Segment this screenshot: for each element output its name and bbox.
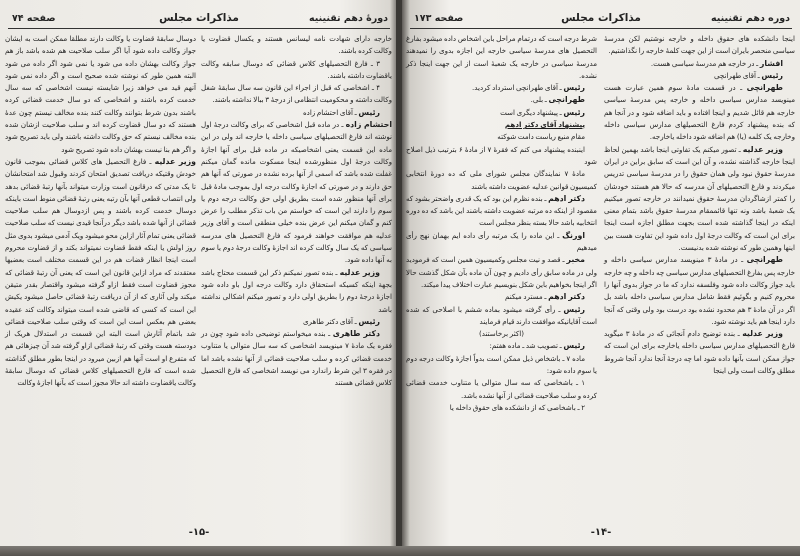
speaker-paragraph: وزیر عدلیه ـ بنده تصور نمیکنم ذکر این قسمت محتاج باشد بجهة اینکه کسیکه استحقاق دارد وکالت درجه اول باو داده شود اجازهٔ درجهٔ دوم را بطریق اولی دارد و تصور میکنم اشکالی نداشته باشد: [201, 267, 392, 314]
speaker-paragraph: دکتر طاهری ـ بنده میخواستم توضیحی داده شود چون در فقره یک مادهٔ ۷ مینویسد اشخاصی که سه سال متوالی یا متناوب خدمت قضائی کرده و سلب صلاحیت قضائی از آنها نشده باشد اما در فقره ۳ این شرط راندارد می نویسد اشخاصی که فارغ التحصیل کلاس قضائی هستند: [201, 329, 392, 388]
paragraph-text: در ماده قبل اشخاصی که برای وکالت درجهٔ اول نوشته اند فارغ التحصیلهای سیاسی داخله یا خارجه اند ولی در این ماده این قسمت یعنی اشخاصیکه در ماده قبل برای آنها اجازهٔ وکالت درجهٔ اول منظورشده اینجا مسکوت مانده گمان میکنم غفلت شده باشد که اسمی از آنها برده نشده در صورتی که آنها هم حق دارند و در صورتی که اجازهٔ وکالت درجه اول بموجب مادهٔ قبل برای آنها منظور شده است بطریق اولی حق وکالت درجه دوم یا سوم را دارند این است که خواستم من باب تذکر مطلب را عرض کنم و گمان میکنم این عرض بنده خیلی منطقی است و آقای وزیر عدلیه هم موافقت خواهند فرمود که فارغ التحصیل های مدرسه سیاسی که یک سال وکالت کرده اند اجازهٔ وکالت درجهٔ دوم یا سوم به آنها داده شود.: [201, 120, 392, 265]
page-number: -۱۵-: [188, 527, 210, 538]
text-column: [5, 33, 196, 390]
running-title: مذاکرات مجلس: [159, 12, 239, 24]
paragraph: [406, 353, 597, 378]
speaker-paragraph: طهرانچی ـ در قسمت مادهٔ سوم همین عبارت هست مینویسد مدارس سیاسی داخله و خارجه پس مدرسهٔ سیاسی خارجه هم قائل شدیم و اینجا افتاده و باید اضافه شود و در آنجا هم که بنده پیشنهاد کردم فارغ التحصیلهای مدارس سیاسی داخله وخارجه یک کلمه (یا) هم اضافه شود داخله یاخارجه.: [604, 83, 795, 142]
paragraph: [5, 33, 196, 156]
paragraph: [406, 33, 597, 82]
paragraph-text: مقام منیع ریاست دامت شوکته: [497, 132, 585, 142]
paragraph: [406, 168, 597, 193]
paragraph-text: فارغ التحصیل های کلاس قضائی بموجب قانون خودش وقتیکه دریافت تصدیق امتحان کردند وقبول شد امتحانشان تا یک مدتی که درقانون است وزارت میتواند بآنها رتبهٔ قضائی بدهد ولی انتصاب قطعی آنها بآن رتبه یعنی رتبهٔ قضائی منوط است باینکه دوسال خدمت کرده باشند و پس ازدوسال هم سلب صلاحیت قضائی از آنها شده باشد دیگر درآنجا قیدی نیست که سلب صلاحیت قضائی یعنی تمام آثار ازاین محو میشود ویک آدمی میشود بدوی مثل روز اولش یا اینکه فقط قضاوت نمیتواند بکند و از قضاوت محروم است اینجا انظار قضات هم در این قسمت مختلف است بعضیها معتقدند که مراد ازاین قانون این است که یعنی آن رتبهٔ قضائی که مجوز قضاوت است فقط ازاو گرفته میشود واقتصار بقدر متیقن میکند ولی آثاری که از آن دریافت رتبهٔ قضائی حاصل میشود یکیش این است که کسی که قاضی شده است میتواند وکالت کند عقیده بعضی هم بعکس است این است که وقتی سلب صلاحیت قضائی شد باتمام آثارش است البته این قسمت در استدلال هریک از دودسته هست وقتی که رتبهٔ قضائی ازاو گرفته شد آن چیزهائی هم که متفرع او است آنها هم ازبین میرود در اینجا بطور مطلق گذاشته شده است که فارغ التحصیلهای کلاس قضائی که دوسال سابقهٔ وکالت یاقضاوت داشته اند حالا مجوز است که بآنها اجازهٔ وکالت: [5, 156, 196, 388]
paragraph: [406, 328, 597, 340]
paragraph-text: این ماده را یک مرتبه رأی داده ایم بهمان نهج رأی میدهیم: [406, 230, 597, 253]
speaker-name: رئیس: [563, 304, 585, 314]
paragraph: [406, 131, 597, 143]
speaker-name: دکتر طاهری: [332, 329, 381, 339]
speaker-paragraph: رئیس ـ تصویب شد ـ ماده هفتم:: [489, 341, 585, 351]
paragraph-text: در قسمت مادهٔ سوم همین عبارت هست مینویسد مدارس سیاسی داخله و خارجه پس مدرسهٔ سیاسی خارجه هم قائل شدیم و اینجا افتاده و باید اضافه شود و در آنجا هم که بنده پیشنهاد کردم فارغ التحصیلهای مدارس سیاسی داخله وخارجه یک کلمه (یا) هم اضافه شود داخله یاخارجه.: [604, 83, 795, 142]
text-column: [201, 33, 392, 390]
speaker-name: اورنگ: [562, 230, 585, 240]
paragraph-text: بنده نظرم این بود که یک قدری واضحتر بشود که مقصود از اینکه ده مرتبه عضویت داشته باشند این باشد که ده دوره انتخابیه باشد حالا بسته بنظر مجلس است: [406, 193, 597, 228]
paragraph-text: در خارجه هم مدرسهٔ سیاسی هست.: [650, 58, 755, 68]
paragraph-text: مسترد میکنم: [505, 292, 543, 302]
speaker-paragraph: دکتر ادهم ـ بنده نظرم این بود که یک قدری واضحتر بشود که مقصود از اینکه ده مرتبه عضویت داشته باشند این باشد که ده دوره انتخابیه باشد حالا بسته بنظر مجلس است: [406, 193, 597, 228]
paragraph-text: اینجا دانشکده های حقوق داخله و خارجه نوشتیم لکن مدرسهٔ سیاسی منحصر بایران است از این جهت کلمهٔ خارجه را نگذاشتیم.: [604, 34, 795, 56]
paragraph-text: خارجه دارای شهادت نامه لیسانس هستند و یکسال قضاوت یا وکالت کرده باشند.: [201, 34, 392, 56]
paragraph: [201, 82, 392, 107]
paragraph: [406, 144, 597, 169]
paragraph-text: پیشنهاد آقای دکتر ادهم: [504, 120, 585, 130]
page-label: صفحه ۷۴: [12, 13, 56, 24]
text-column: [406, 33, 597, 414]
speaker-name: افشار: [759, 58, 783, 68]
paragraph-text: ۳ ـ فارغ التحصیلهای کلاس قضائی که دوسال سابقه وکالت یاقضاوت داشته باشند.: [201, 58, 392, 80]
speaker-paragraph: وزیر عدلیه ـ بنده توضیح دادم آنجائی که در مادهٔ ۳ میگوید فارغ التحصیلهای مدارس سیاسی داخله یاخارجه برای این است که جواز ممکن است بآنها داده شود اما چه درجهٔ آنجا ندارد آنجا شروط مطلق وکالت است ولی اینجا: [604, 329, 795, 376]
paragraph: [604, 33, 795, 58]
paragraph-text: دوسال سابقهٔ قضاوت یا وکالت دارند مطلقا ممکن است به ایشان جواز وکالت داده شود آیا اگر سلب صلاحیت هم شده باشد باز هم جواز وکالت بهشان داده می شود یا نمی شود اگر داده می شود البته همین طور که نوشته شده صحیح است و اگر داده نمی شود آنهم قید می خواهد زیرا شایسته نیست اشخاصی که سه سال خدمت کرده باشند و اشخاصی که دو سال خدمت قضائی کرده باشند بدون شرط بتوانند وکالت کنند بنده مخالف نیستم چون عدهٔ هستند که دو سال قضاوت کرده اند و سلب صلاحیت ازشان شده بنده مخالف نیستم که حق وکالت داشته باشند ولی باید تصریح شود و اگر هم بنا نیست بهشان داده شود تصریح شود: [5, 34, 196, 154]
paragraph-text: پیشنهاد دیگری است: [500, 107, 558, 117]
speaker-paragraph: رئیس ـ رأی گرفته میشود بماده ششم با اصلاحی که شده است آقایانیکه موافقت دارند قیام فرمایند: [406, 304, 597, 326]
speaker-paragraph: رئیس ـ آقای دکتر طاهری: [302, 316, 380, 326]
paragraph-text: بلی.: [530, 95, 544, 105]
paragraph-text: آقای طهرانچی استرداد کردید.: [472, 83, 558, 93]
paragraph-text: آقای طهرانچی: [713, 70, 756, 80]
speaker-name: دکتر ادهم: [548, 292, 585, 302]
text-column: [604, 33, 795, 377]
paragraph-text: بنده تصور نمیکنم ذکر این قسمت محتاج باشد بجهة اینکه کسیکه استحقاق دارد وکالت درجه اول باو داده شود اجازهٔ درجهٔ دوم را بطریق اولی دارد و تصور میکنم اشکالی نداشته باشد: [201, 267, 392, 314]
speaker-name: مخبر: [566, 255, 585, 265]
paragraph-text: (اکثر برخاستند): [479, 329, 524, 339]
speaker-paragraph: رئیس ـ آقای طهرانچی: [713, 70, 783, 80]
paragraph-text: تصویب شد ـ ماده هفتم:: [489, 341, 558, 351]
paragraph: [406, 402, 597, 414]
scan-bottom-edge: [0, 546, 800, 556]
paragraph-text: ماده ۷ ـ باشخاص ذیل ممکن است بدواً اجازهٔ وکالت درجه دوم یا سوم داده شود:: [406, 353, 597, 376]
speaker-paragraph: احتشام زاده ـ در ماده قبل اشخاصی که برای وکالت درجهٔ اول نوشته اند فارغ التحصیلهای سیاسی داخله یا خارجه اند ولی در این ماده این قسمت یعنی اشخاصیکه در ماده قبل برای آنها اجازهٔ وکالت درجهٔ اول منظورشده اینجا مسکوت مانده گمان میکنم غفلت شده باشد که اسمی از آنها برده نشده در صورتی که آنها هم حق دارند و در صورتی که اجازهٔ وکالت درجه اول بموجب مادهٔ قبل برای آنها منظور شده است بطریق اولی حق وکالت درجه دوم یا سوم را دارند این است که خواستم من باب تذکر مطلب را عرض کنم و گمان میکنم این عرض بنده خیلی منطقی است و آقای وزیر عدلیه هم موافقت خواهند فرمود که فارغ التحصیل های مدرسه سیاسی که یک سال وکالت کرده اند اجازهٔ وکالت درجهٔ دوم یا سوم به آنها داده شود.: [201, 120, 392, 265]
speaker-name: رئیس: [358, 316, 380, 326]
paragraph-text: ۱ ـ باشخاصی که سه سال متوالی یا متناوب خدمت قضائی کرده و سلب صلاحیت قضائی از آنها نشده باشد.: [406, 378, 597, 400]
paragraph-text: مادهٔ ۷ نمایندگان مجلس شورای ملی که ده دورهٔ انتخابی کمیسیون قوانین عدلیه عضویت داشته باشند: [406, 169, 597, 191]
paragraph: [201, 58, 392, 83]
speaker-name: وزیر عدلیه: [154, 156, 197, 166]
speaker-name: دکتر ادهم: [548, 193, 585, 203]
paragraph: [406, 377, 597, 402]
page-header: [8, 10, 390, 29]
paragraph-text: آقای دکتر طاهری: [302, 316, 353, 326]
speaker-paragraph: افشار ـ در خارجه هم مدرسهٔ سیاسی هست.: [650, 58, 783, 68]
paragraph-text: در مادهٔ ۳ مینویسد مدارس سیاسی داخله و خارجه پس بفارغ التحصیلهای مدارس سیاسی چه داخله و چه خارجه باید جواز وکالت داده شود وفلسفه ندارد که ما در جواز بدوی آنها را محروم کنیم و بگوئیم فقط شامل مدارس سیاسی داخله باشد بل اگر در آن مادهٔ ۳ هم محدود نشده بود درست بود ولی وقتی که آنجا دارد اینجا هم باید نوشته شود.: [604, 255, 795, 326]
speaker-name: وزیر عدلیه: [339, 267, 381, 277]
page-header: [410, 10, 792, 29]
speaker-name: رئیس: [358, 107, 380, 117]
speaker-name: وزیر عدلیه: [742, 329, 783, 339]
paragraph-text: تصور میکنم یک تفاوتی اینجا باشد بهمین لحاظ اینجا خارجه گذاشته نشده، و آن این است که سابق براین در ایران مدرسهٔ حقوق نبود ولی همان حقوق را در مدرسهٔ سیاسی تدریس میکردند و فارغ التحصیلهای آن مدرسه که حالا هم هستند خودشان را کمتر ازشاگردان مدرسهٔ حقوق نمیدانند در خارجه تصور میکنیم یک شعبهٔ باشد ونه تنها قائممقام مدرسهٔ حقوق باشد بتمام معنی اینکه در اینجا گذاشته شده است بجهت مطلق اجازه است اینجا برای این است که وکالت درجهٔ اول داده شود این تفاوت هست بین اینها وهمین طور که نوشته شده بدنیست.: [604, 144, 795, 253]
speaker-name: رئیس: [761, 70, 783, 80]
speaker-name: رئیس: [563, 107, 585, 117]
paragraph-text: بنده میخواستم توضیحی داده شود چون در فقره یک مادهٔ ۷ مینویسد اشخاصی که سه سال متوالی یا متناوب خدمت قضائی کرده و سلب صلاحیت قضائی از آنها نشده باشد اما در فقره ۳ این شرط راندارد می نویسد اشخاصی که فارغ التحصیل کلاس قضائی هستند: [201, 329, 392, 388]
speaker-paragraph: مخبر ـ قصد و نیت مجلس وکمیسیون همین است که فرمودید ولی در ماده سابق رأی دادیم و چون آن ماده بآن شکل گذشت حالا اگر اینجا بخواهیم باین شکل بنویسیم عبارت اختلاف پیدا میکند.: [406, 255, 597, 289]
speaker-paragraph: دکتر ادهم ـ مسترد میکنم: [505, 292, 585, 302]
speaker-paragraph: رئیس ـ آقای طهرانچی استرداد کردید.: [472, 83, 585, 93]
paragraph: [406, 119, 597, 131]
speaker-name: طهرانچی: [746, 83, 784, 93]
speaker-name: احتشام زاده: [345, 120, 392, 130]
paragraph-text: بنده توضیح دادم آنجائی که در مادهٔ ۳ میگوید فارغ التحصیلهای مدارس سیاسی داخله یاخارجه برای این است که جواز ممکن است بآنها داده شود اما چه درجهٔ آنجا ندارد آنجا شروط مطلق وکالت است ولی اینجا: [604, 329, 795, 376]
running-title: مذاکرات مجلس: [561, 12, 641, 24]
paragraph-text: ۴ ـ اشخاصی که قبل از اجراء این قانون سه سال سابقهٔ شغل وکالت داشته و محکومیت انتظامی از درجهٔ ۳ ببالا نداشته باشند.: [201, 83, 392, 105]
speaker-paragraph: وزیر عدلیه ـ تصور میکنم یک تفاوتی اینجا باشد بهمین لحاظ اینجا خارجه گذاشته نشده، و آن این است که سابق براین در ایران مدرسهٔ حقوق نبود ولی همان حقوق را در مدرسهٔ سیاسی تدریس میکردند و فارغ التحصیلهای آن مدرسه که حالا هم هستند خودشان را کمتر ازشاگردان مدرسهٔ حقوق نمیدانند در خارجه تصور میکنیم یک شعبهٔ باشد ونه تنها قائممقام مدرسهٔ حقوق باشد بتمام معنی اینکه در اینجا گذاشته شده است بجهت مطلق اجازه است اینجا برای این است که وکالت درجهٔ اول داده شود این تفاوت هست بین اینها وهمین طور که نوشته شده بدنیست.: [604, 144, 795, 253]
page-number: -۱۴-: [590, 527, 612, 538]
speaker-paragraph: رئیس ـ پیشنهاد دیگری است: [500, 107, 585, 117]
speaker-paragraph: وزیر عدلیه ـ فارغ التحصیل های کلاس قضائی بموجب قانون خودش وقتیکه دریافت تصدیق امتحان کردند وقبول شد امتحانشان تا یک مدتی که درقانون است وزارت میتواند بآنها رتبهٔ قضائی بدهد ولی انتصاب قطعی آنها بآن رتبه یعنی رتبهٔ قضائی منوط است باینکه دوسال خدمت کرده باشند و پس ازدوسال هم سلب صلاحیت قضائی از آنها شده باشد دیگر درآنجا قیدی نیست که سلب صلاحیت قضائی یعنی تمام آثار ازاین محو میشود ویک آدمی میشود بدوی مثل روز اولش یا اینکه فقط قضاوت نمیتواند بکند و از قضاوت محروم است اینجا انظار قضات هم در این قسمت مختلف است بعضیها معتقدند که مراد ازاین قانون این است که یعنی آن رتبهٔ قضائی که مجوز قضاوت است فقط ازاو گرفته میشود واقتصار بقدر متیقن میکند ولی آثاری که از آن دریافت رتبهٔ قضائی حاصل میشود یکیش این است که کسی که قاضی شده است میتواند وکالت کند عقیده بعضی هم بعکس است این است که وقتی سلب صلاحیت قضائی شد باتمام آثارش است البته این قسمت در استدلال هریک از دودسته هست وقتی که رتبهٔ قضائی ازاو گرفته شد آن چیزهائی هم که متفرع او است آنها هم ازبین میرود در اینجا بطور مطلق گذاشته شده است که فارغ التحصیلهای کلاس قضائی که دوسال سابقهٔ وکالت یاقضاوت داشته اند حالا مجوز است که بآنها اجازهٔ وکالت: [5, 156, 197, 388]
paragraph: [201, 33, 392, 58]
speaker-paragraph: رئیس ـ آقای احتشام زاده: [302, 107, 380, 117]
paragraph-text: آقای احتشام زاده: [302, 107, 353, 117]
speaker-name: رئیس: [563, 83, 585, 93]
speaker-name: وزیر عدلیه: [742, 144, 784, 154]
session-period: دورهٔ دهم تقنینیه: [308, 13, 388, 24]
page-label: صفحه ۱۷۳: [414, 13, 464, 24]
page-left: [0, 0, 398, 548]
page-right: [402, 0, 800, 548]
session-period: دوره دهم تقنینیه: [710, 13, 790, 24]
paragraph-text: شرط درجه است که درتمام مراحل باین اشخاص داده میشود بفارغ التحصیل های مدرسهٔ سیاسی خارجه این اجازه بدوی را نمیدهند مدرسهٔ سیاسی در خارجه یک شعبهٔ است از این جهت اینجا ذکر نشده.: [406, 34, 597, 80]
speaker-paragraph: اورنگ ـ این ماده را یک مرتبه رأی داده ایم بهمان نهج رأی میدهیم: [406, 230, 597, 253]
paragraph-text: قصد و نیت مجلس وکمیسیون همین است که فرمودید ولی در ماده سابق رأی دادیم و چون آن ماده بآن شکل گذشت حالا اگر اینجا بخواهیم باین شکل بنویسیم عبارت اختلاف پیدا میکند.: [406, 255, 597, 289]
speaker-name: طهرانچی: [746, 255, 784, 265]
speaker-name: رئیس: [563, 341, 585, 351]
paragraph-text: رأی گرفته میشود بماده ششم با اصلاحی که شده است آقایانیکه موافقت دارند قیام فرمایند: [406, 304, 597, 326]
speaker-name: طهرانچی: [548, 95, 585, 105]
paragraph-text: ۲ ـ باشخاصی که از دانشکده های حقوق داخله یا: [449, 402, 585, 412]
speaker-paragraph: طهرانچی ـ بلی.: [530, 95, 585, 105]
speaker-paragraph: طهرانچی ـ در مادهٔ ۳ مینویسد مدارس سیاسی داخله و خارجه پس بفارغ التحصیلهای مدارس سیاسی چه داخله و چه خارجه باید جواز وکالت داده شود وفلسفه ندارد که ما در جواز بدوی آنها را محروم کنیم و بگوئیم فقط شامل مدارس سیاسی داخله باشد بل اگر در آن مادهٔ ۳ هم محدود نشده بود درست بود ولی وقتی که آنجا دارد اینجا هم باید نوشته شود.: [604, 255, 795, 326]
paragraph-text: اینبنده پیشنهاد می کنم که فقرهٔ ۷ از مادهٔ ۶ بترتیب ذیل اصلاح شود: [406, 144, 597, 166]
